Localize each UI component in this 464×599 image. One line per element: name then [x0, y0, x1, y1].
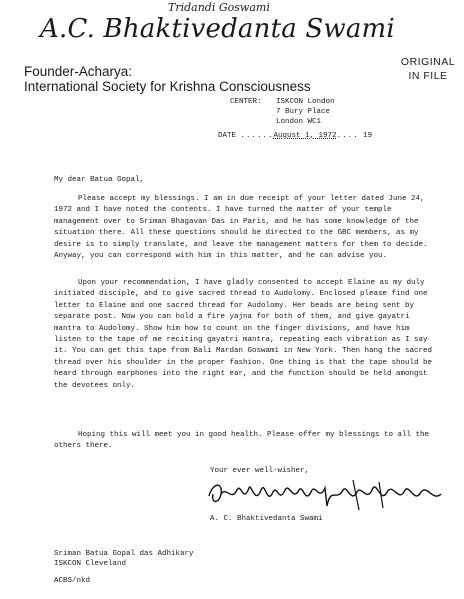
stamp-line-2: IN FILE — [408, 70, 448, 82]
center-label: CENTER: — [230, 98, 262, 106]
signature-name: A. C. Bhaktivedanta Swami — [210, 515, 323, 523]
addressee-line-1: Sriman Batua Gopal das Adhikary — [54, 550, 194, 558]
letterhead-title: Founder-Acharya: — [24, 64, 133, 79]
addressee-line-2: ISKCON Cleveland — [54, 560, 127, 568]
center-line-1: ISKCON London — [276, 98, 335, 106]
handwritten-signature — [203, 476, 447, 512]
center-line-2: 7 Bury Place — [276, 108, 331, 116]
paragraph-2: Upon your recommendation, I have gladly consented to accept Elaine as my duly initiated disciple, and to give sacred thread to Audolomy. Enclosed please find one letter to Elaine and one sacred thread for Audolomy. Her beads are being sent by separate post. Now you can hold a fire yajna for both of them, and give gayatri mantra to Audolomy. Show him how to count on the finger divisions, and have him listen to the tape of me reciting gayatri mantra, repeating each vibration as I say it. You can get this tape from Bali Mardan Goswami in New York. Then hang the sacred thread over his shoulder in the proper fashion. One thing is that the tape should be heard through earphones into the right ear, and the function should be held amongst the devotees only. — [54, 279, 433, 390]
letterhead-organization: International Society for Krishna Consciousness — [24, 79, 311, 94]
date-line: DATE ......August 1, 1972.... 19 — [218, 132, 373, 140]
paragraph-3: Hoping this will meet you in good health. Please offer my blessings to all the others there. — [54, 431, 430, 451]
salutation: My dear Batua Gopal, — [54, 176, 145, 184]
closing: Your ever well-wisher, — [210, 467, 310, 475]
center-line-3: London WC1 — [276, 118, 322, 126]
center-address — [230, 97, 335, 127]
date-value: August 1, 1972 — [273, 132, 337, 140]
original-in-file-stamp — [396, 55, 460, 83]
paragraph-1: Please accept my blessings. I am in due receipt of your letter dated June 24, 1972 and I have noted the contents. I have turned the matter of your temple management over to Sriman Bhagavan Das in Paris, and he has some knowledge of the situation there. All these questions should be directed to the GBC members, as my desire is to simply translate, and leave the management matters for them to decide. Anyway, you can correspond with him in this matter, and he can advise you. — [54, 195, 428, 261]
date-suffix: 19 — [363, 132, 373, 140]
date-label: DATE — [218, 132, 237, 140]
addressee — [54, 549, 194, 569]
stamp-line-1: ORIGINAL — [400, 56, 456, 68]
letterhead-tridandi: Tridandi Goswami — [168, 1, 270, 14]
letterhead-name: A.C. Bhaktivedanta Swami — [40, 14, 395, 44]
reference-initials: ACBS/nkd — [54, 577, 91, 585]
